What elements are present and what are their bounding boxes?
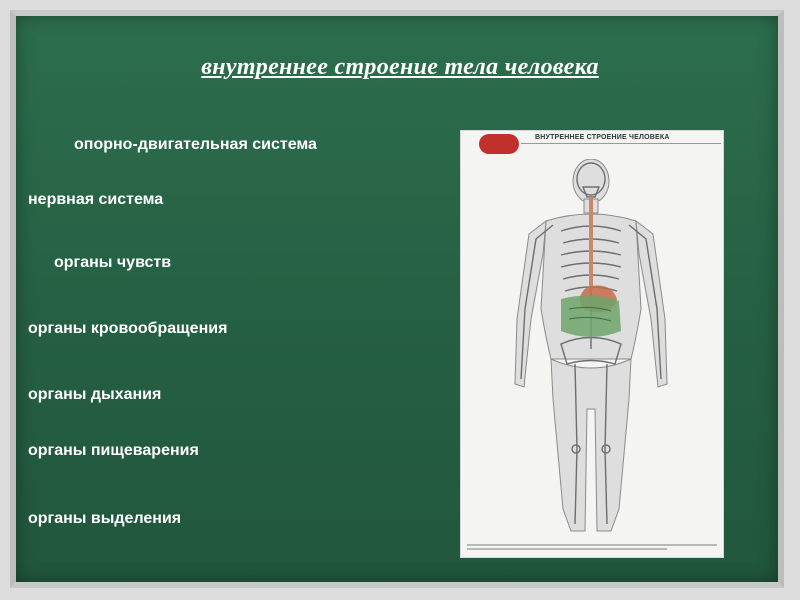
list-item-senses: органы чувств: [54, 254, 172, 271]
list-item-respiratory: органы дыхания: [28, 386, 162, 403]
list-item-digestive: органы пищеварения: [28, 442, 199, 459]
anatomy-poster: [460, 130, 724, 558]
list-item-circulatory: органы кровообращения: [28, 320, 228, 337]
publisher-logo-icon: [479, 134, 519, 154]
human-anatomy-illustration: [491, 159, 691, 549]
poster-title: ВНУТРЕННЕЕ СТРОЕНИЕ ЧЕЛОВЕКА: [535, 134, 670, 141]
slide-title: внутреннее строение тела человека: [201, 54, 599, 80]
list-item-musculoskeletal: опорно-двигательная система: [74, 136, 317, 153]
list-item-nervous: нервная система: [28, 191, 164, 208]
poster-title-rule: [521, 143, 721, 144]
poster-footer: [467, 544, 717, 554]
list-item-excretory: органы выделения: [28, 510, 182, 527]
poster-header: [461, 131, 723, 157]
